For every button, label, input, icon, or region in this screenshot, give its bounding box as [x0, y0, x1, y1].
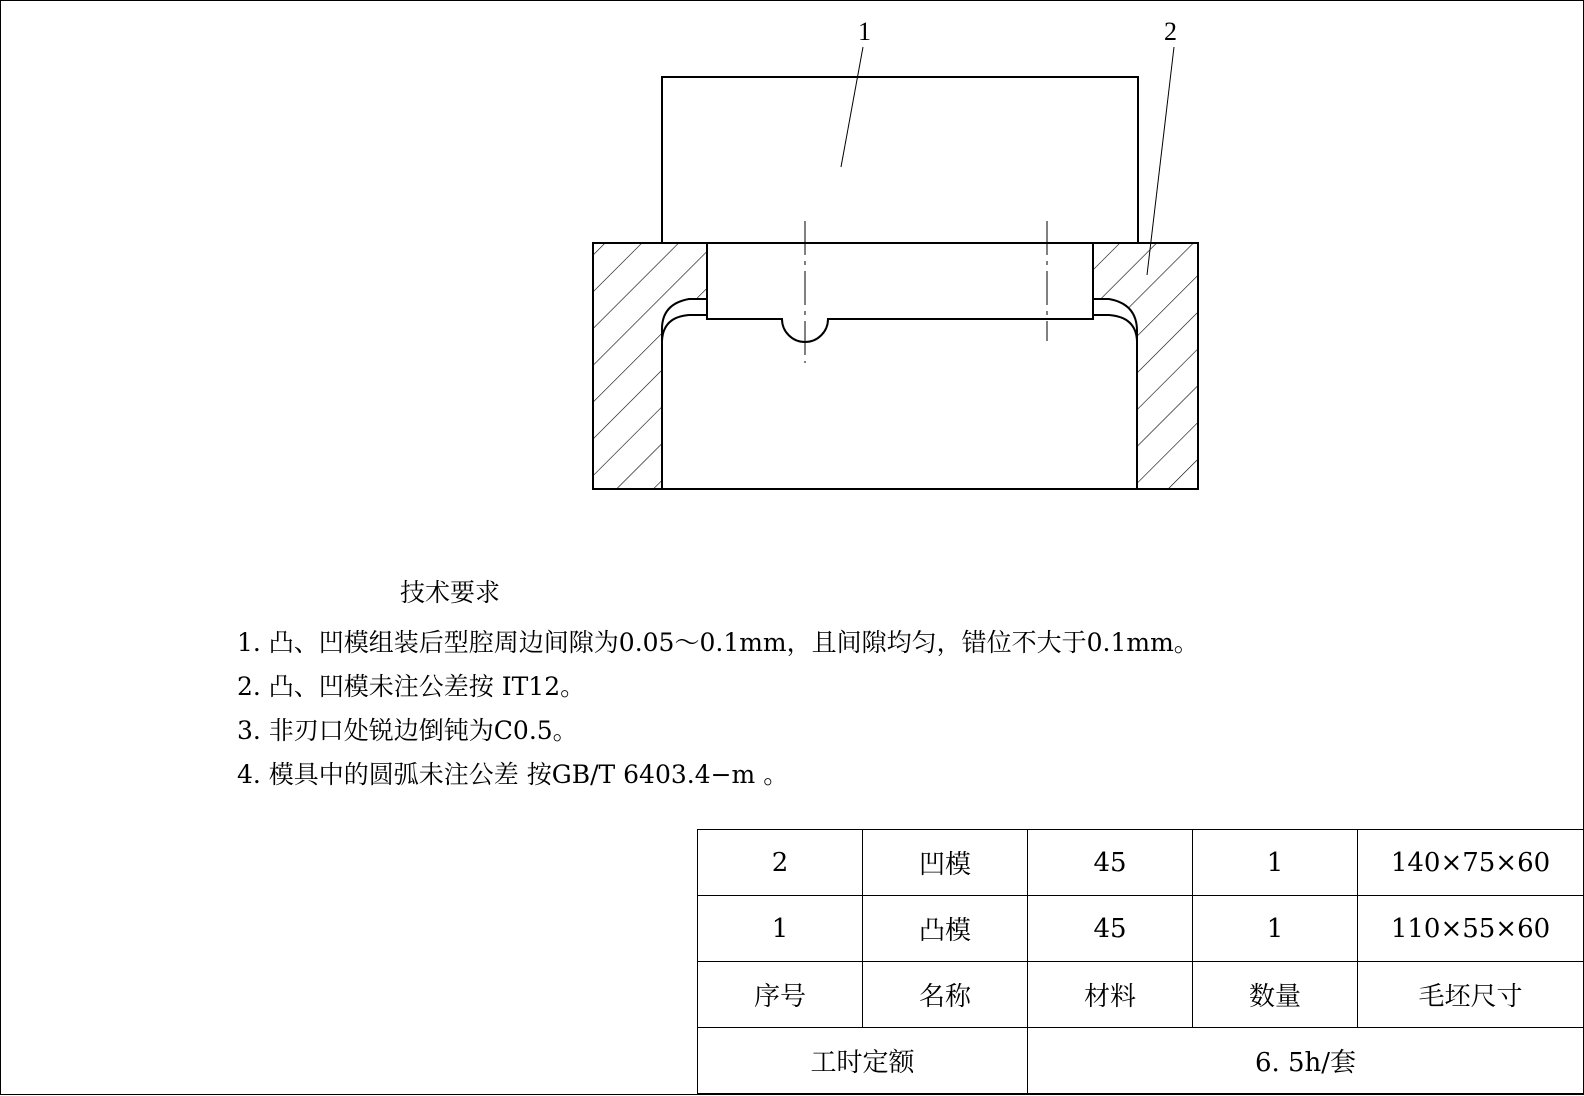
header-blank-size: 毛坯尺寸 — [1358, 962, 1584, 1028]
table-header-row — [698, 962, 1584, 1028]
table-row — [698, 896, 1584, 962]
callout-number-2: 2 — [1164, 17, 1177, 46]
requirement-item-1: 1. 凸、凹模组装后型腔周边间隙为0.05～0.1mm，且间隙均匀，错位不大于0.1mm。 — [237, 628, 1199, 657]
callout-number-1: 1 — [858, 17, 871, 46]
quantity-cell: 1 — [1193, 896, 1358, 962]
material-cell: 45 — [1028, 896, 1193, 962]
header-material: 材料 — [1028, 962, 1193, 1028]
blank-size-cell: 110×55×60 — [1358, 896, 1584, 962]
labor-quota-label: 工时定额 — [698, 1028, 1028, 1094]
die-right-wall — [1093, 243, 1198, 489]
parts-list-table — [697, 829, 1584, 1094]
requirement-item-4: 4. 模具中的圆弧未注公差 按GB/T 6403.4−m 。 — [237, 760, 789, 789]
labor-quota-value: 6. 5h/套 — [1028, 1028, 1584, 1094]
punch-body — [662, 77, 1138, 243]
technical-requirements — [237, 573, 1199, 797]
part-name-cell: 凹模 — [863, 830, 1028, 896]
header-part-number: 序号 — [698, 962, 863, 1028]
table-row — [698, 830, 1584, 896]
punch-part — [662, 77, 1138, 342]
blank-size-cell: 140×75×60 — [1358, 830, 1584, 896]
leader-line-2 — [1147, 47, 1174, 275]
quantity-cell: 1 — [1193, 830, 1358, 896]
material-cell: 45 — [1028, 830, 1193, 896]
header-part-name: 名称 — [863, 962, 1028, 1028]
technical-requirements-heading: 技术要求 — [400, 578, 501, 607]
part-number-cell: 1 — [698, 896, 863, 962]
part-number-cell: 2 — [698, 830, 863, 896]
punch-insert — [707, 243, 1093, 342]
header-quantity: 数量 — [1193, 962, 1358, 1028]
requirement-item-3: 3. 非刃口处锐边倒钝为C0.5。 — [237, 716, 578, 745]
labor-quota-row — [698, 1028, 1584, 1094]
requirement-item-2: 2. 凸、凹模未注公差按 IT12。 — [237, 672, 586, 701]
die-left-wall — [593, 243, 707, 489]
part-name-cell: 凸模 — [863, 896, 1028, 962]
